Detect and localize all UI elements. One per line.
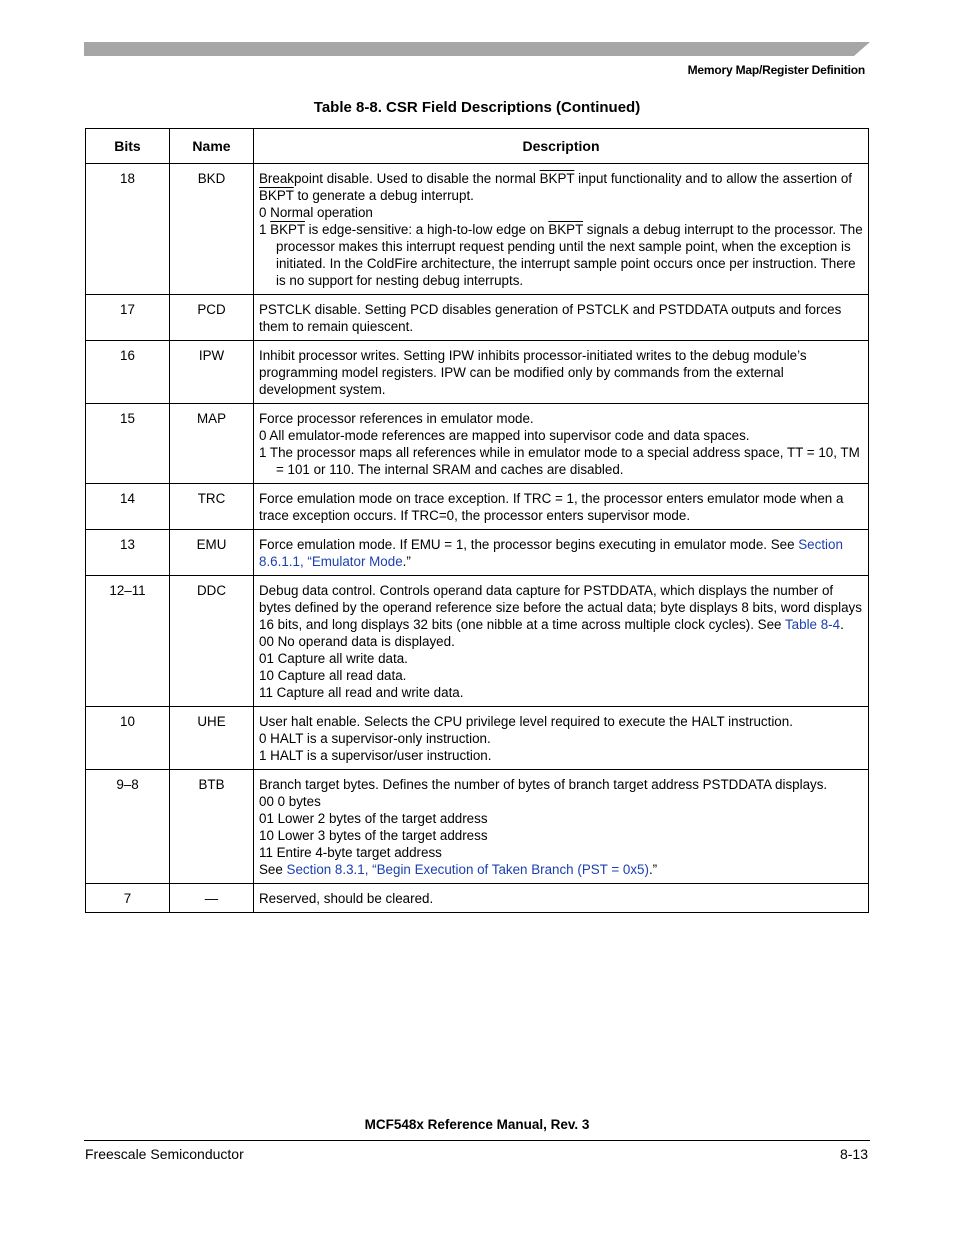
description-paragraph: Breakpoint disable. Used to disable the normal BKPT input functionality and to allow the assertion of BKPT to generate a debug interrupt. (259, 171, 853, 203)
header-bar (84, 42, 870, 56)
cell-bits: 9–8 (86, 770, 170, 884)
description-list-item: 11 Capture all read and write data. (259, 685, 464, 700)
cell-description (254, 530, 869, 576)
table-row (86, 295, 869, 341)
cell-bits: 16 (86, 341, 170, 404)
cell-name: MAP (170, 404, 254, 484)
cell-bits: 13 (86, 530, 170, 576)
cell-name: IPW (170, 341, 254, 404)
description-list-item: 1 HALT is a supervisor/user instruction. (259, 748, 492, 763)
running-head: Memory Map/Register Definition (687, 63, 865, 77)
description-list-item: 01 Capture all write data. (259, 651, 408, 666)
cell-name: EMU (170, 530, 254, 576)
cell-description (254, 707, 869, 770)
description-paragraph: Force processor references in emulator mode. (259, 411, 534, 426)
description-list-item: 0 HALT is a supervisor-only instruction. (259, 731, 491, 746)
overbar-signal: BKPT (548, 222, 584, 237)
cell-name: UHE (170, 707, 254, 770)
cell-name: TRC (170, 484, 254, 530)
cell-name: PCD (170, 295, 254, 341)
table-row (86, 576, 869, 707)
cell-description (254, 164, 869, 295)
cross-reference-link[interactable]: Section 8.6.1.1, “Emulator Mode (259, 537, 843, 569)
description-list-item: 0 Normal operation (259, 205, 373, 220)
cell-description (254, 576, 869, 707)
table-row (86, 770, 869, 884)
cell-name: — (170, 884, 254, 913)
overbar-signal: BKPT (539, 171, 575, 186)
description-paragraph: Force emulation mode. If EMU = 1, the processor begins executing in emulator mode. See Section 8.6.1.1, “Emulator Mode.” (259, 537, 843, 569)
cell-description (254, 404, 869, 484)
cell-description (254, 770, 869, 884)
cell-bits: 12–11 (86, 576, 170, 707)
csr-field-table (85, 128, 869, 913)
footer-title: MCF548x Reference Manual, Rev. 3 (364, 1117, 590, 1132)
column-header-bits: Bits (86, 129, 170, 164)
footer-company: Freescale Semiconductor (85, 1146, 244, 1162)
description-list-item: 00 0 bytes (259, 794, 321, 809)
description-list-item: 00 No operand data is displayed. (259, 634, 455, 649)
description-list-item: 10 Capture all read data. (259, 668, 407, 683)
description-paragraph: See Section 8.3.1, “Begin Execution of Taken Branch (PST = 0x5).” (259, 862, 658, 877)
column-header-description: Description (254, 129, 869, 164)
overbar-signal: BKPT (270, 222, 305, 237)
description-list-item: 1 BKPT is edge-sensitive: a high-to-low edge on BKPT signals a debug interrupt to the processor. The processor makes this interrupt request pending until the next sample point, when the exception is initiated. In the ColdFire architecture, the interrupt sample point occurs once per instruction. There is no support for nesting debug interrupts. (259, 222, 863, 288)
table-row (86, 484, 869, 530)
cross-reference-link[interactable]: Table 8-4 (784, 617, 841, 632)
description-list-item: 11 Entire 4-byte target address (259, 845, 442, 860)
description-list-item: 10 Lower 3 bytes of the target address (259, 828, 488, 843)
cell-bits: 18 (86, 164, 170, 295)
cell-name: DDC (170, 576, 254, 707)
cell-description (254, 295, 869, 341)
description-list-item: 0 All emulator-mode references are mapped into supervisor code and data spaces. (259, 428, 750, 443)
description-list-item: 01 Lower 2 bytes of the target address (259, 811, 488, 826)
description-paragraph: Reserved, should be cleared. (259, 891, 434, 906)
cell-bits: 17 (86, 295, 170, 341)
cell-bits: 10 (86, 707, 170, 770)
page-number: 8-13 (839, 1146, 868, 1162)
table-row (86, 164, 869, 295)
description-paragraph: Branch target bytes. Defines the number of bytes of branch target address PSTDDATA displays. (259, 777, 828, 792)
table-row (86, 707, 869, 770)
description-paragraph: User halt enable. Selects the CPU privilege level required to execute the HALT instruction. (259, 714, 793, 729)
cell-bits: 14 (86, 484, 170, 530)
cell-description (254, 341, 869, 404)
cell-description (254, 884, 869, 913)
cross-reference-link[interactable]: Section 8.3.1, “Begin Execution of Taken Branch (PST = 0x5) (286, 862, 649, 877)
table-row (86, 530, 869, 576)
cell-bits: 7 (86, 884, 170, 913)
cell-description (254, 484, 869, 530)
description-paragraph: Force emulation mode on trace exception. If TRC = 1, the processor enters emulator mode when a trace exception occurs. If TRC=0, the processor enters supervisor mode. (259, 491, 844, 523)
cell-name: BTB (170, 770, 254, 884)
overbar-signal: BKPT (259, 188, 294, 203)
footer-rule (84, 1140, 870, 1141)
cell-bits: 15 (86, 404, 170, 484)
table-row (86, 404, 869, 484)
table-header-row (86, 129, 869, 164)
column-header-name: Name (170, 129, 254, 164)
description-list-item: 1 The processor maps all references while in emulator mode to a special address space, TT = 10, TM = 101 or 110. The internal SRAM and caches are disabled. (259, 445, 860, 477)
table-title: Table 8-8. CSR Field Descriptions (Continued) (313, 99, 641, 116)
cell-name: BKD (170, 164, 254, 295)
table-row (86, 884, 869, 913)
table-row (86, 341, 869, 404)
description-paragraph: PSTCLK disable. Setting PCD disables generation of PSTCLK and PSTDDATA outputs and forces them to remain quiescent. (259, 302, 842, 334)
description-paragraph: Debug data control. Controls operand data capture for PSTDDATA, which displays the number of bytes defined by the operand reference size before the actual data; byte displays 8 bits, word displays 16 bits, and long displays 32 bits (one nibble at a time across multiple clock cycles). See Table 8-4. (259, 583, 862, 632)
description-paragraph: Inhibit processor writes. Setting IPW inhibits processor-initiated writes to the debug module’s programming model registers. IPW can be modified only by commands from the external development system. (259, 348, 807, 397)
